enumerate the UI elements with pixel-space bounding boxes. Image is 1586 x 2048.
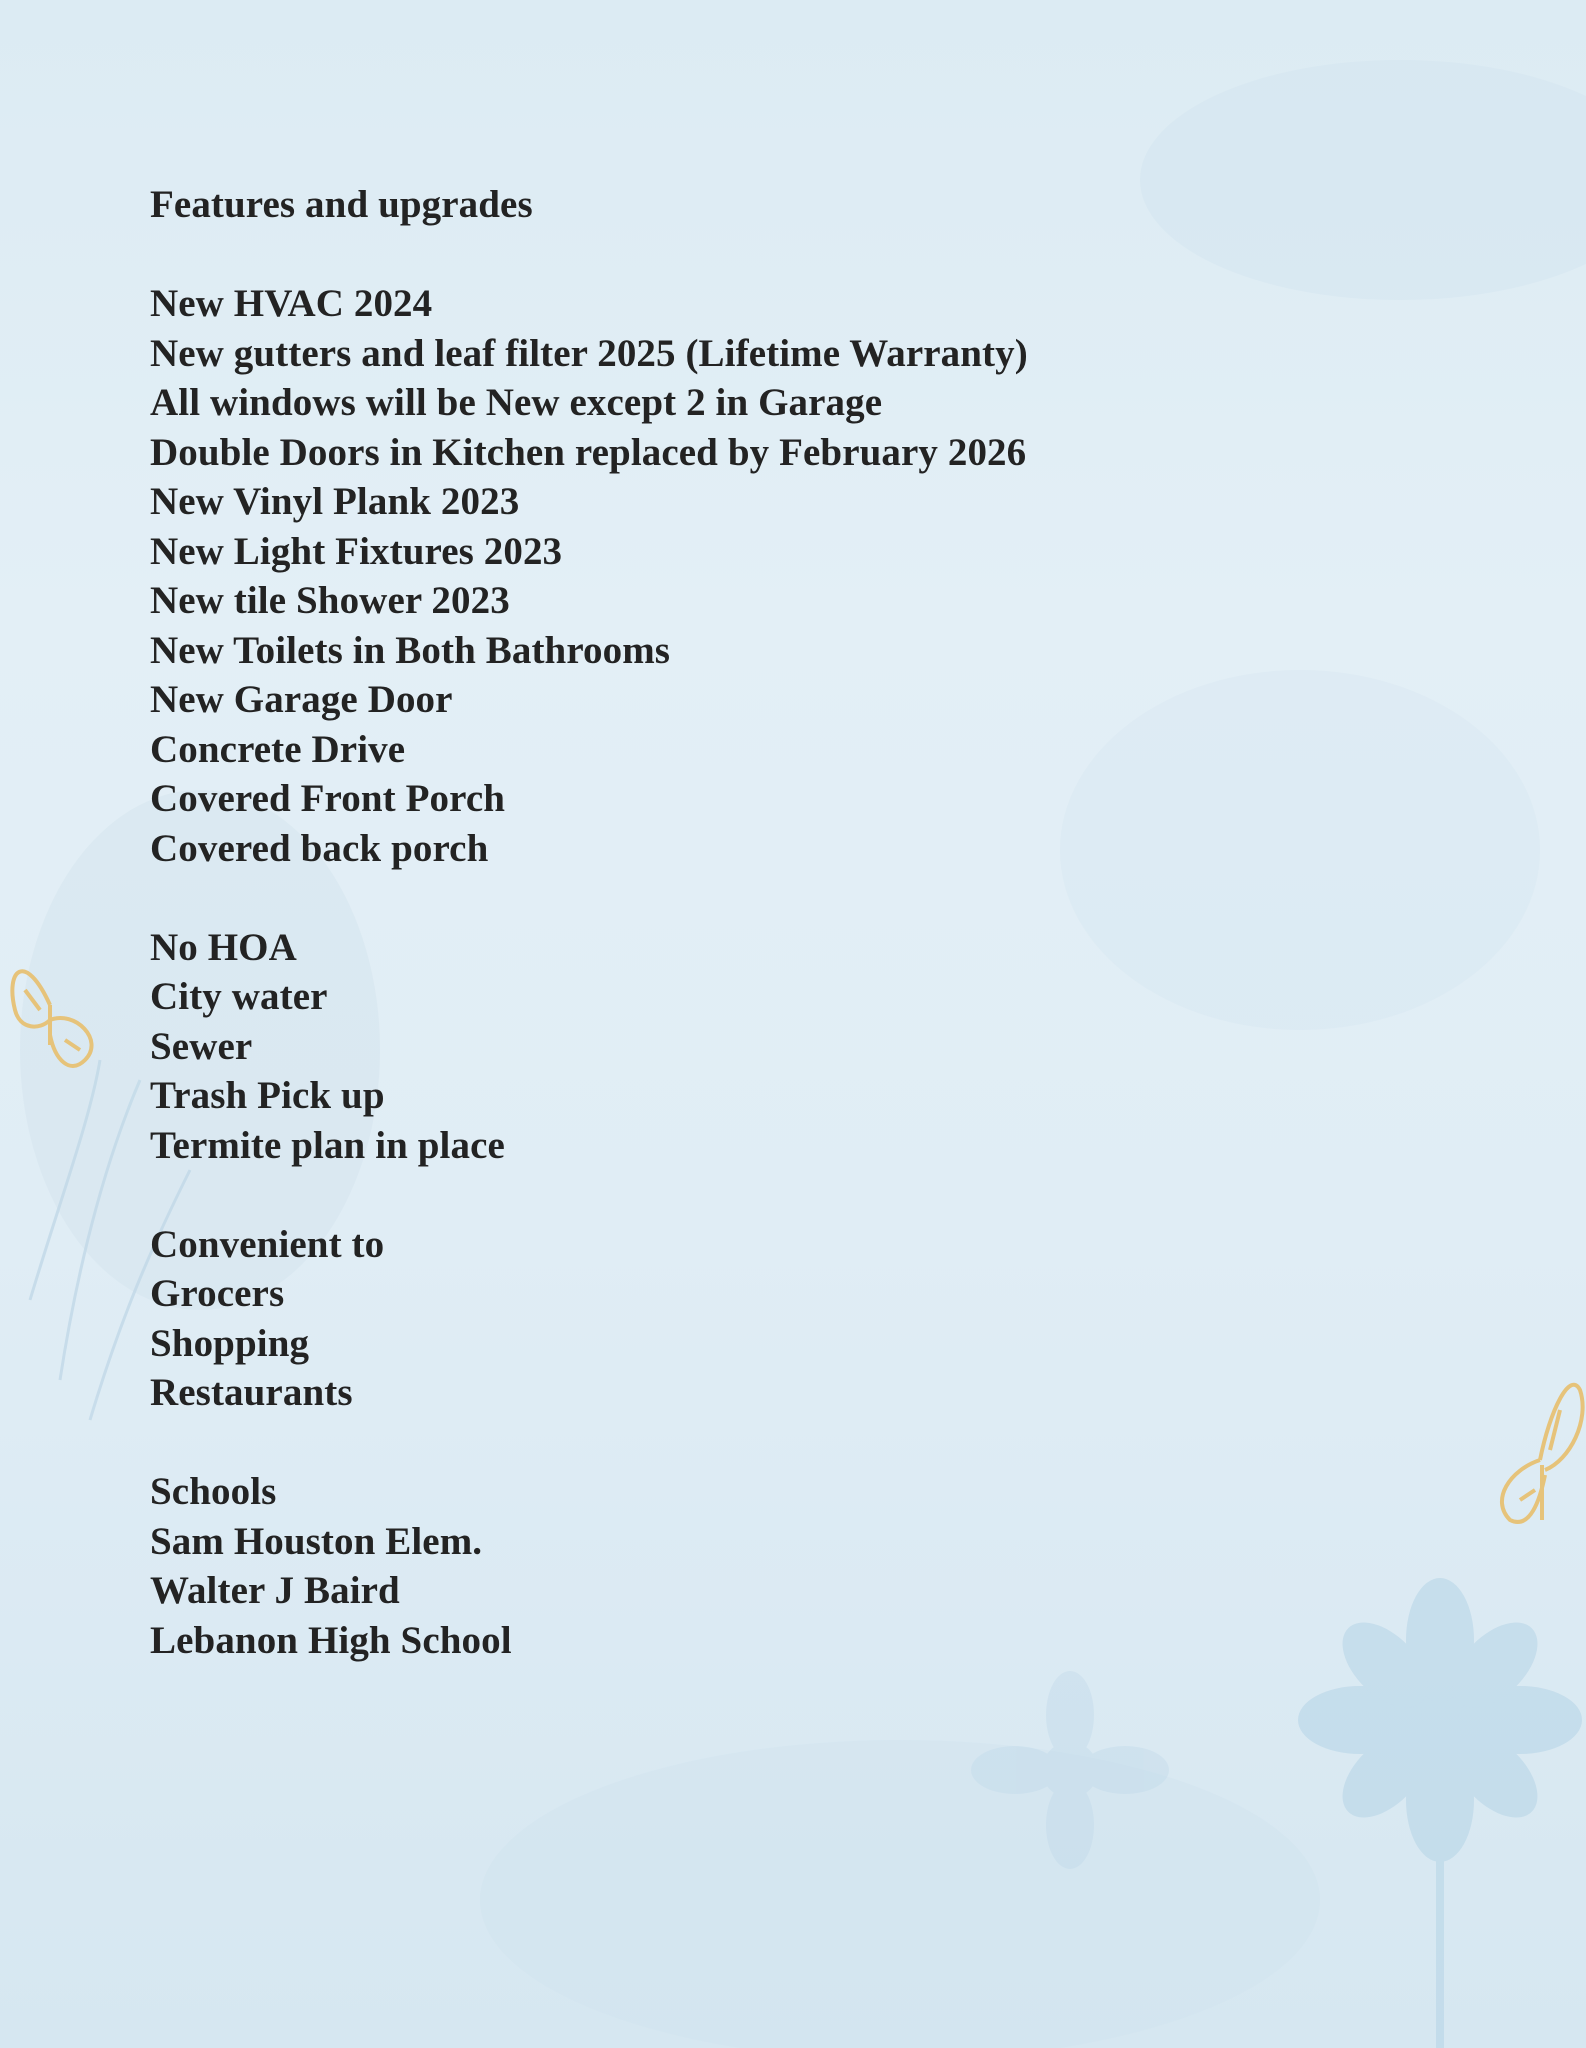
- section-heading: Schools: [150, 1470, 277, 1513]
- list-item: New HVAC 2024: [150, 282, 433, 325]
- list-item: Sam Houston Elem.: [150, 1519, 483, 1563]
- list-item: Trash Pick up: [150, 1074, 385, 1117]
- section-heading: Convenient to: [150, 1222, 385, 1266]
- list-item: Shopping: [150, 1321, 310, 1365]
- butterfly-icon: [1502, 1385, 1583, 1522]
- list-item: New Light Fixtures 2023: [150, 529, 563, 573]
- title-section: [150, 180, 1400, 230]
- list-item: No HOA: [150, 925, 297, 969]
- features-list: [150, 279, 1400, 873]
- list-item: Covered Front Porch: [150, 777, 506, 820]
- list-item: Concrete Drive: [150, 727, 406, 771]
- list-item: Lebanon High School: [150, 1618, 512, 1662]
- list-item: Walter J Baird: [150, 1569, 400, 1612]
- list-item: Double Doors in Kitchen replaced by February 2026: [150, 430, 1027, 474]
- list-item: New Toilets in Both Bathrooms: [150, 628, 671, 672]
- list-item: All windows will be New except 2 in Garage: [150, 381, 883, 424]
- list-item: Sewer: [150, 1024, 253, 1068]
- document-body: [150, 180, 1400, 1715]
- list-item: Termite plan in place: [150, 1123, 505, 1167]
- list-item: City water: [150, 975, 328, 1018]
- convenient-list: [150, 1220, 1400, 1418]
- schools-list: [150, 1467, 1400, 1665]
- list-item: Covered back porch: [150, 826, 489, 870]
- page-title: Features and upgrades: [150, 183, 533, 226]
- list-item: New Vinyl Plank 2023: [150, 480, 520, 523]
- list-item: New tile Shower 2023: [150, 579, 510, 622]
- list-item: Restaurants: [150, 1371, 353, 1414]
- list-item: Grocers: [150, 1272, 285, 1315]
- utilities-list: [150, 923, 1400, 1171]
- list-item: New gutters and leaf filter 2025 (Lifetime Warranty): [150, 331, 1028, 375]
- list-item: New Garage Door: [150, 678, 453, 721]
